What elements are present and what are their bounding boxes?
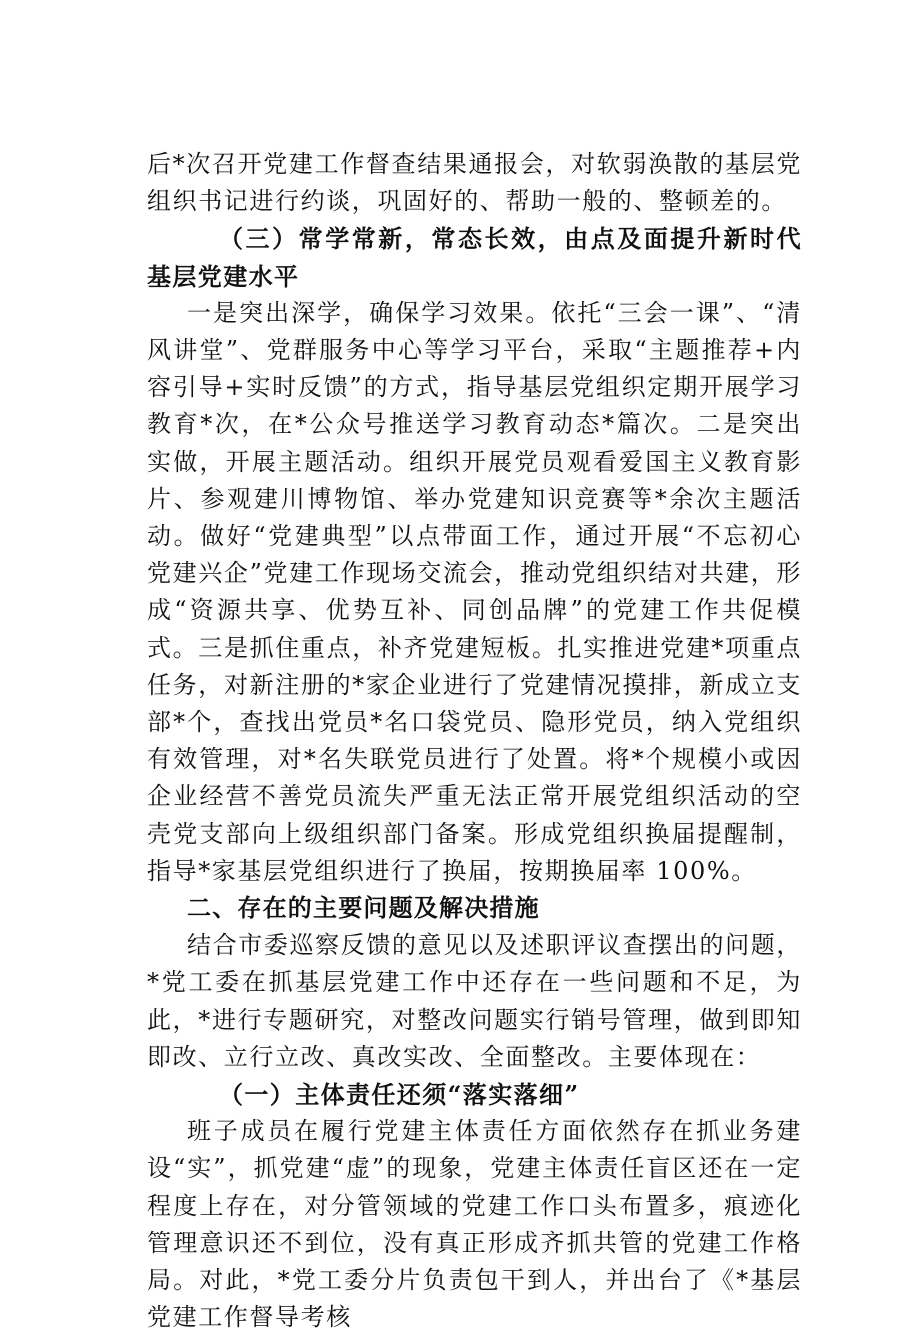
paragraph-responsibility: 班子成员在履行党建主体责任方面依然存在抓业务建设“实”，抓党建“虚”的现象，党建主体责任盲区还在一定程度上存在，对分管领域的党建工作口头布置多，痕迹化管理意识还不到位，没有真正形成齐抓共管的党建工作格局。对此，*党工委分片负责包干到人，并出台了《*基层党建工作督导考核 — [147, 1117, 802, 1332]
paragraph-continuation: 后*次召开党建工作督查结果通报会，对软弱涣散的基层党组织书记进行约谈，巩固好的、帮助一般的、整顿差的。 — [147, 150, 802, 216]
paragraph-study-activities: 一是突出深学，确保学习效果。依托“三会一课”、“清风讲堂”、党群服务中心等学习平台，采取“主题推荐+内容引导+实时反馈”的方式，指导基层党组织定期开展学习教育*次，在*公众号推送学习教育动态*篇次。二是突出实做，开展主题活动。组织开展党员观看爱国主义教育影片、参观建川博物馆、举办党建知识竞赛等*余次主题活动。做好“党建典型”以点带面工作，通过开展“不忘初心党建兴企”党建工作现场交流会，推动党组织结对共建，形成“资源共享、优势互补、同创品牌”的党建工作共促模式。三是抓住重点，补齐党建短板。扎实推进党建*项重点任务，对新注册的*家企业进行了党建情况摸排，新成立支部*个，查找出党员*名口袋党员、隐形党员，纳入党组织有效管理，对*名失联党员进行了处置。将*个规模小或因企业经营不善党员流失严重无法正常开展党组织活动的空壳党支部向上级组织部门备案。形成党组织换届提醒制，指导*家基层党组织进行了换届，按期换届率 100%。 — [147, 298, 802, 885]
section-heading-problems: 二、存在的主要问题及解决措施 — [187, 894, 540, 923]
section-subheading-three: （三）常学常新，常态长效，由点及面提升新时代基层党建水平 — [147, 224, 802, 291]
document-body — [147, 146, 802, 1337]
section-subheading-one: （一）主体责任还须“落实落细” — [219, 1080, 580, 1110]
paragraph-inspection-feedback: 结合市委巡察反馈的意见以及述职评议查摆出的问题，*党工委在抓基层党建工作中还存在一些问题和不足，为此，*进行专题研究，对整改问题实行销号管理，做到即知即改、立行立改、真改实改、全面整改。主要体现在： — [147, 931, 802, 1071]
